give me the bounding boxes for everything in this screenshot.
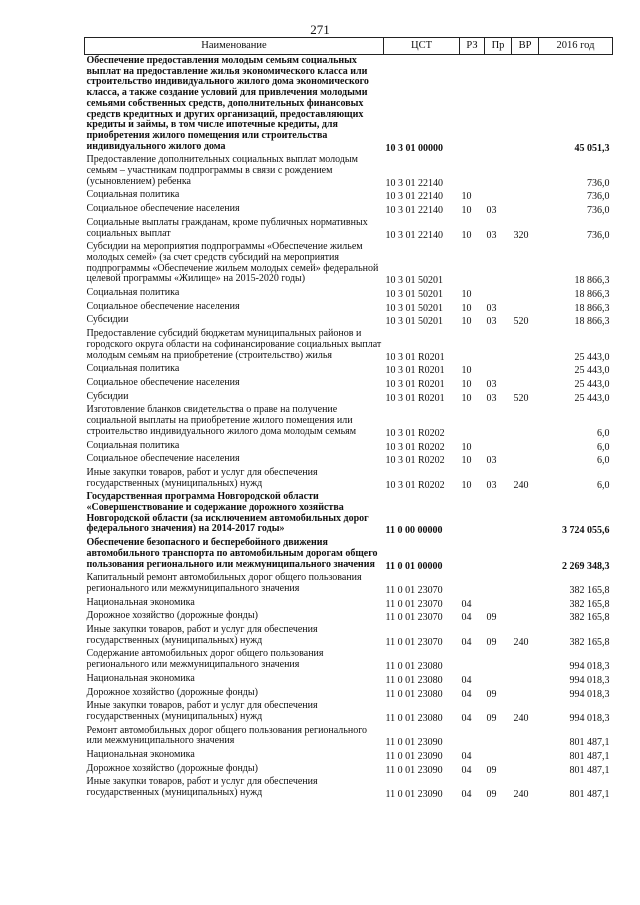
table-row xyxy=(85,700,613,724)
row-rz: 10 xyxy=(461,191,472,203)
row-name: Ремонт автомобильных дорог общего пользования регионального или межмуниципального значения xyxy=(86,724,368,747)
row-name: Дорожное хозяйство (дорожные фонды) xyxy=(86,762,258,774)
row-name: Иные закупки товаров, работ и услуг для обеспечения государственных (муниципальных) нужд xyxy=(86,700,318,722)
header-pr: Пр xyxy=(485,38,512,55)
row-pr xyxy=(485,673,512,687)
table-row xyxy=(85,55,613,155)
row-pr xyxy=(485,241,512,287)
row-cst: 10 3 01 R0202 xyxy=(385,479,445,491)
row-vr xyxy=(512,55,539,155)
row-pr xyxy=(485,648,512,672)
row-vr xyxy=(512,404,539,439)
row-pr: 03 xyxy=(486,316,497,328)
row-vr xyxy=(512,154,539,189)
row-name: Обеспечение предоставления молодым семьям социальных выплат на предоставление жилья экономического класса или строительство индивидуального жилого дома экономического класса, а также создание условий для привлечения молодыми семьями собственных средств, дополнительных финансовых средств кредитных и других организаций, предоставляющих кредиты и займы, в том числе ипотечные кредиты, для приобретения жилого помещения или строительства индивидуального жилого дома xyxy=(86,55,369,152)
row-cst: 10 3 01 22140 xyxy=(385,229,443,241)
row-cst: 11 0 01 23070 xyxy=(385,584,443,596)
row-cst: 10 3 01 R0202 xyxy=(385,455,445,467)
row-rz xyxy=(460,404,485,439)
row-cst: 11 0 01 00000 xyxy=(385,560,443,572)
row-vr xyxy=(512,241,539,287)
row-rz: 10 xyxy=(461,316,472,328)
table-body xyxy=(85,55,613,801)
row-name: Изготовление бланков свидетельства о праве на получение социальной выплаты на приобретение жилого помещения или строительство индивидуального жилого дома молодым семьям xyxy=(86,404,357,437)
row-amount: 994 018,3 xyxy=(569,661,610,673)
row-name: Иные закупки товаров, работ и услуг для обеспечения государственных (муниципальных) нужд xyxy=(86,624,318,646)
row-amount: 801 487,1 xyxy=(569,789,610,801)
row-name: Обеспечение безопасного и бесперебойного движения автомобильного транспорта по автомобильным дорогам общего пользования регионального или межмуниципального значения xyxy=(86,537,378,570)
row-amount: 25 443,0 xyxy=(574,378,610,390)
row-vr: 240 xyxy=(513,712,529,724)
row-pr: 03 xyxy=(486,302,497,314)
row-cst: 11 0 01 23090 xyxy=(385,789,443,801)
page-number: 271 xyxy=(310,22,330,37)
table-row xyxy=(85,572,613,596)
row-pr: 03 xyxy=(486,392,497,404)
row-pr: 03 xyxy=(486,229,497,241)
table-row xyxy=(85,467,613,491)
row-amount: 382 165,8 xyxy=(569,636,610,648)
row-rz: 04 xyxy=(461,674,472,686)
row-pr xyxy=(485,154,512,189)
row-vr: 520 xyxy=(513,316,529,328)
row-name: Социальная политика xyxy=(86,189,180,201)
row-pr xyxy=(485,572,512,596)
table-row xyxy=(85,491,613,537)
row-cst: 11 0 01 23070 xyxy=(385,636,443,648)
row-rz xyxy=(460,328,485,363)
table-row xyxy=(85,749,613,763)
row-vr xyxy=(512,328,539,363)
row-rz: 04 xyxy=(461,598,472,610)
row-cst: 10 3 01 R0201 xyxy=(385,378,445,390)
row-cst: 11 0 01 23090 xyxy=(385,764,443,776)
row-vr xyxy=(512,610,539,624)
row-pr xyxy=(485,404,512,439)
row-cst: 10 3 01 R0201 xyxy=(385,392,445,404)
row-amount: 18 866,3 xyxy=(574,289,610,301)
row-amount: 994 018,3 xyxy=(569,712,610,724)
row-rz: 10 xyxy=(461,205,472,217)
row-pr: 09 xyxy=(486,764,497,776)
row-amount: 6,0 xyxy=(597,427,610,439)
row-vr xyxy=(512,301,539,315)
row-rz xyxy=(460,572,485,596)
table-row xyxy=(85,287,613,301)
row-amount: 45 051,3 xyxy=(574,142,610,154)
row-pr xyxy=(485,55,512,155)
row-rz: 04 xyxy=(461,789,472,801)
row-amount: 6,0 xyxy=(597,441,610,453)
row-vr xyxy=(512,687,539,701)
table-row xyxy=(85,648,613,672)
row-vr xyxy=(512,203,539,217)
row-amount: 2 269 348,3 xyxy=(562,560,610,572)
table-row xyxy=(85,687,613,701)
row-vr xyxy=(512,453,539,467)
row-vr xyxy=(512,763,539,777)
row-vr xyxy=(512,440,539,454)
row-rz: 04 xyxy=(461,751,472,763)
row-rz: 04 xyxy=(461,636,472,648)
row-pr: 03 xyxy=(486,479,497,491)
row-rz: 10 xyxy=(461,378,472,390)
budget-table xyxy=(84,37,613,801)
table-row xyxy=(85,301,613,315)
row-name: Предоставление субсидий бюджетам муниципальных районов и городского округа области на софинансирование социальных выплат молодым семьям на приобретение (строительство) жилья xyxy=(86,328,382,361)
row-rz: 04 xyxy=(461,712,472,724)
row-rz: 10 xyxy=(461,455,472,467)
row-pr xyxy=(485,287,512,301)
row-cst: 11 0 01 23080 xyxy=(385,661,443,673)
row-rz: 10 xyxy=(461,229,472,241)
row-cst: 10 3 01 00000 xyxy=(385,142,443,154)
row-rz: 04 xyxy=(461,612,472,624)
table-row xyxy=(85,363,613,377)
row-rz xyxy=(460,154,485,189)
header-name: Наименование xyxy=(85,38,384,55)
table-row xyxy=(85,241,613,287)
header-vr: ВР xyxy=(512,38,539,55)
table-row xyxy=(85,154,613,189)
row-pr: 09 xyxy=(486,688,497,700)
row-cst: 11 0 01 23080 xyxy=(385,674,443,686)
row-amount: 25 443,0 xyxy=(574,392,610,404)
row-pr: 03 xyxy=(486,205,497,217)
row-name: Социальное обеспечение населения xyxy=(86,376,240,388)
row-rz xyxy=(460,648,485,672)
row-cst: 11 0 00 00000 xyxy=(385,525,443,537)
row-vr: 520 xyxy=(513,392,529,404)
row-rz: 10 xyxy=(461,392,472,404)
row-pr xyxy=(485,440,512,454)
row-amount: 994 018,3 xyxy=(569,674,610,686)
row-vr xyxy=(512,572,539,596)
row-name: Национальная экономика xyxy=(86,749,195,761)
row-name: Социальное обеспечение населения xyxy=(86,203,240,215)
row-amount: 18 866,3 xyxy=(574,275,610,287)
row-vr xyxy=(512,673,539,687)
row-amount: 25 443,0 xyxy=(574,365,610,377)
row-amount: 382 165,8 xyxy=(569,584,610,596)
row-vr xyxy=(512,749,539,763)
table-row xyxy=(85,597,613,611)
row-rz: 04 xyxy=(461,688,472,700)
row-cst: 10 3 01 R0201 xyxy=(385,365,445,377)
row-amount: 736,0 xyxy=(587,229,610,241)
row-amount: 6,0 xyxy=(597,455,610,467)
row-name: Социальная политика xyxy=(86,363,180,375)
header-rz: РЗ xyxy=(460,38,485,55)
row-amount: 3 724 055,6 xyxy=(562,525,610,537)
row-amount: 382 165,8 xyxy=(569,612,610,624)
row-cst: 10 3 01 50201 xyxy=(385,275,443,287)
row-cst: 10 3 01 22140 xyxy=(385,205,443,217)
row-name: Социальное обеспечение населения xyxy=(86,453,240,465)
row-name: Иные закупки товаров, работ и услуг для обеспечения государственных (муниципальных) нужд xyxy=(86,466,318,489)
row-pr xyxy=(485,725,512,749)
row-name: Национальная экономика xyxy=(86,596,195,608)
row-cst: 10 3 01 R0202 xyxy=(385,427,445,439)
row-pr xyxy=(485,491,512,537)
row-vr xyxy=(512,287,539,301)
table-row xyxy=(85,453,613,467)
row-cst: 11 0 01 23070 xyxy=(385,598,443,610)
row-pr xyxy=(485,597,512,611)
row-rz xyxy=(460,537,485,572)
row-amount: 736,0 xyxy=(587,177,610,189)
row-vr xyxy=(512,363,539,377)
row-rz: 10 xyxy=(461,302,472,314)
row-name: Субсидии на мероприятия подпрограммы «Обеспечение жильем молодых семей» (за счет средств субсидий на мероприятия подпрограммы «Обеспечение жильем молодых семей» федеральной целевой программы «Жилище» на 2015-2020 годы) xyxy=(86,241,379,285)
row-name: Социальная политика xyxy=(86,439,180,451)
row-name: Дорожное хозяйство (дорожные фонды) xyxy=(86,610,258,622)
row-name: Социальное обеспечение населения xyxy=(86,300,240,312)
row-cst: 11 0 01 23070 xyxy=(385,612,443,624)
row-cst: 10 3 01 R0202 xyxy=(385,441,445,453)
row-vr xyxy=(512,725,539,749)
table-row xyxy=(85,203,613,217)
row-amount: 736,0 xyxy=(587,205,610,217)
row-amount: 736,0 xyxy=(587,191,610,203)
row-name: Содержание автомобильных дорог общего пользования регионального или межмуниципального значения xyxy=(86,648,324,671)
table-row xyxy=(85,624,613,648)
table-row xyxy=(85,189,613,203)
row-rz: 04 xyxy=(461,764,472,776)
row-pr: 09 xyxy=(486,789,497,801)
table-row xyxy=(85,537,613,572)
table-row xyxy=(85,377,613,391)
row-name: Государственная программа Новгородской области «Совершенствование и содержание дорожного хозяйства Новгородской области (за исключением автомобильных дорог федерального значения) на 2014-2017 годы» xyxy=(86,491,369,535)
row-amount: 6,0 xyxy=(597,479,610,491)
row-amount: 994 018,3 xyxy=(569,688,610,700)
table-row xyxy=(85,391,613,405)
table-row xyxy=(85,763,613,777)
row-amount: 801 487,1 xyxy=(569,751,610,763)
row-vr: 240 xyxy=(513,789,529,801)
row-pr: 09 xyxy=(486,712,497,724)
row-name: Предоставление дополнительных социальных выплат молодым семьям – участникам подпрограммы в связи с рождением (усыновлением) ребенка xyxy=(86,154,358,187)
row-cst: 10 3 01 50201 xyxy=(385,302,443,314)
row-rz xyxy=(460,491,485,537)
row-pr xyxy=(485,189,512,203)
table-row xyxy=(85,404,613,439)
row-vr xyxy=(512,648,539,672)
row-name: Субсидии xyxy=(86,390,129,402)
row-rz: 10 xyxy=(461,289,472,301)
row-cst: 10 3 01 22140 xyxy=(385,191,443,203)
header-year: 2016 год xyxy=(539,38,613,55)
row-name: Субсидии xyxy=(86,314,129,326)
row-vr xyxy=(512,597,539,611)
row-name: Капитальный ремонт автомобильных дорог общего пользования регионального или межмуниципального значения xyxy=(86,572,362,594)
row-vr xyxy=(512,189,539,203)
row-vr: 240 xyxy=(513,479,529,491)
header-cst: ЦСТ xyxy=(384,38,460,55)
row-vr xyxy=(512,377,539,391)
row-cst: 10 3 01 50201 xyxy=(385,289,443,301)
row-cst: 10 3 01 R0201 xyxy=(385,351,445,363)
row-amount: 801 487,1 xyxy=(569,764,610,776)
row-amount: 25 443,0 xyxy=(574,351,610,363)
row-pr xyxy=(485,363,512,377)
row-rz: 10 xyxy=(461,441,472,453)
row-cst: 11 0 01 23090 xyxy=(385,737,443,749)
row-rz: 10 xyxy=(461,365,472,377)
table-row xyxy=(85,217,613,241)
row-cst: 10 3 01 50201 xyxy=(385,316,443,328)
table-row xyxy=(85,610,613,624)
row-vr xyxy=(512,491,539,537)
row-rz xyxy=(460,241,485,287)
row-pr: 09 xyxy=(486,612,497,624)
row-pr: 03 xyxy=(486,378,497,390)
table-row xyxy=(85,776,613,800)
row-vr: 320 xyxy=(513,229,529,241)
table-row xyxy=(85,673,613,687)
row-pr: 09 xyxy=(486,636,497,648)
row-rz xyxy=(460,725,485,749)
table-header-row xyxy=(85,38,613,55)
row-name: Социальная политика xyxy=(86,287,180,299)
row-name: Иные закупки товаров, работ и услуг для обеспечения государственных (муниципальных) нужд xyxy=(86,776,318,799)
row-name: Дорожное хозяйство (дорожные фонды) xyxy=(86,686,258,698)
row-pr xyxy=(485,749,512,763)
row-cst: 11 0 01 23080 xyxy=(385,688,443,700)
row-rz: 10 xyxy=(461,479,472,491)
row-pr: 03 xyxy=(486,455,497,467)
row-amount: 18 866,3 xyxy=(574,316,610,328)
row-amount: 801 487,1 xyxy=(569,737,610,749)
row-pr xyxy=(485,328,512,363)
table-row xyxy=(85,328,613,363)
table-row xyxy=(85,725,613,749)
row-vr xyxy=(512,537,539,572)
row-amount: 382 165,8 xyxy=(569,598,610,610)
row-cst: 11 0 01 23080 xyxy=(385,712,443,724)
table-row xyxy=(85,440,613,454)
row-cst: 11 0 01 23090 xyxy=(385,751,443,763)
table-row xyxy=(85,314,613,328)
row-name: Национальная экономика xyxy=(86,672,195,684)
row-cst: 10 3 01 22140 xyxy=(385,177,443,189)
row-vr: 240 xyxy=(513,636,529,648)
row-amount: 18 866,3 xyxy=(574,302,610,314)
row-rz xyxy=(460,55,485,155)
row-name: Социальные выплаты гражданам, кроме публичных нормативных социальных выплат xyxy=(86,216,368,239)
row-pr xyxy=(485,537,512,572)
